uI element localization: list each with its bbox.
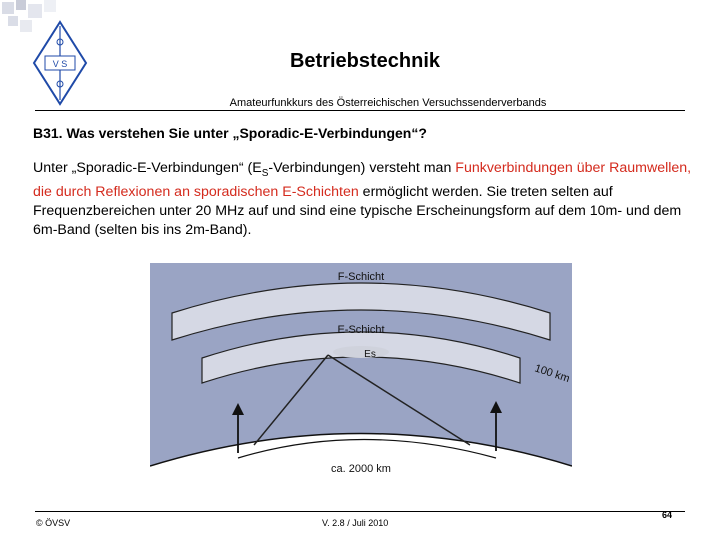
answer-highlight: Funkverbindungen über Raumwellen, die durch Reflexionen an sporadischen E-Schichten bbox=[33, 160, 692, 200]
svg-text:V S: V S bbox=[52, 59, 68, 69]
question-heading: B31. Was verstehen Sie unter „Sporadic-E-Verbindungen“? bbox=[33, 125, 427, 141]
distance-label: ca. 2000 km bbox=[331, 463, 391, 475]
answer-part1: Unter „Sporadic-E-Verbindungen“ (E bbox=[33, 160, 262, 176]
footer-copyright: © ÖVSV bbox=[36, 518, 71, 528]
es-patch bbox=[333, 346, 389, 358]
header-divider bbox=[35, 110, 685, 111]
answer-text bbox=[33, 159, 693, 240]
ionosphere-diagram-svg bbox=[150, 263, 572, 487]
answer-subscript: S bbox=[261, 167, 269, 179]
f-layer-label: F-Schicht bbox=[337, 271, 385, 283]
footer-divider bbox=[35, 511, 685, 512]
answer-part3: ermöglicht werden. Sie treten selten auf Frequenzbereichen unter 20 MHz auf und sind eine typische Erscheinungsform auf dem 10m- und dem 6m-Band (selten bis ins 2m-Band). bbox=[33, 183, 682, 238]
page-number: 64 bbox=[662, 510, 673, 520]
e-layer-label: E-Schicht bbox=[337, 324, 385, 336]
footer-version: V. 2.8 / Juli 2010 bbox=[322, 518, 389, 528]
ionosphere-diagram bbox=[150, 263, 572, 487]
height-label: 100 km bbox=[533, 362, 572, 386]
page-subtitle: Amateurfunkkurs des Österreichischen Versuchssenderverbands bbox=[229, 97, 547, 109]
answer-part2: -Verbindungen) versteht man bbox=[268, 160, 456, 176]
es-label: Es bbox=[364, 349, 376, 360]
page-title: Betriebstechnik bbox=[289, 50, 441, 72]
